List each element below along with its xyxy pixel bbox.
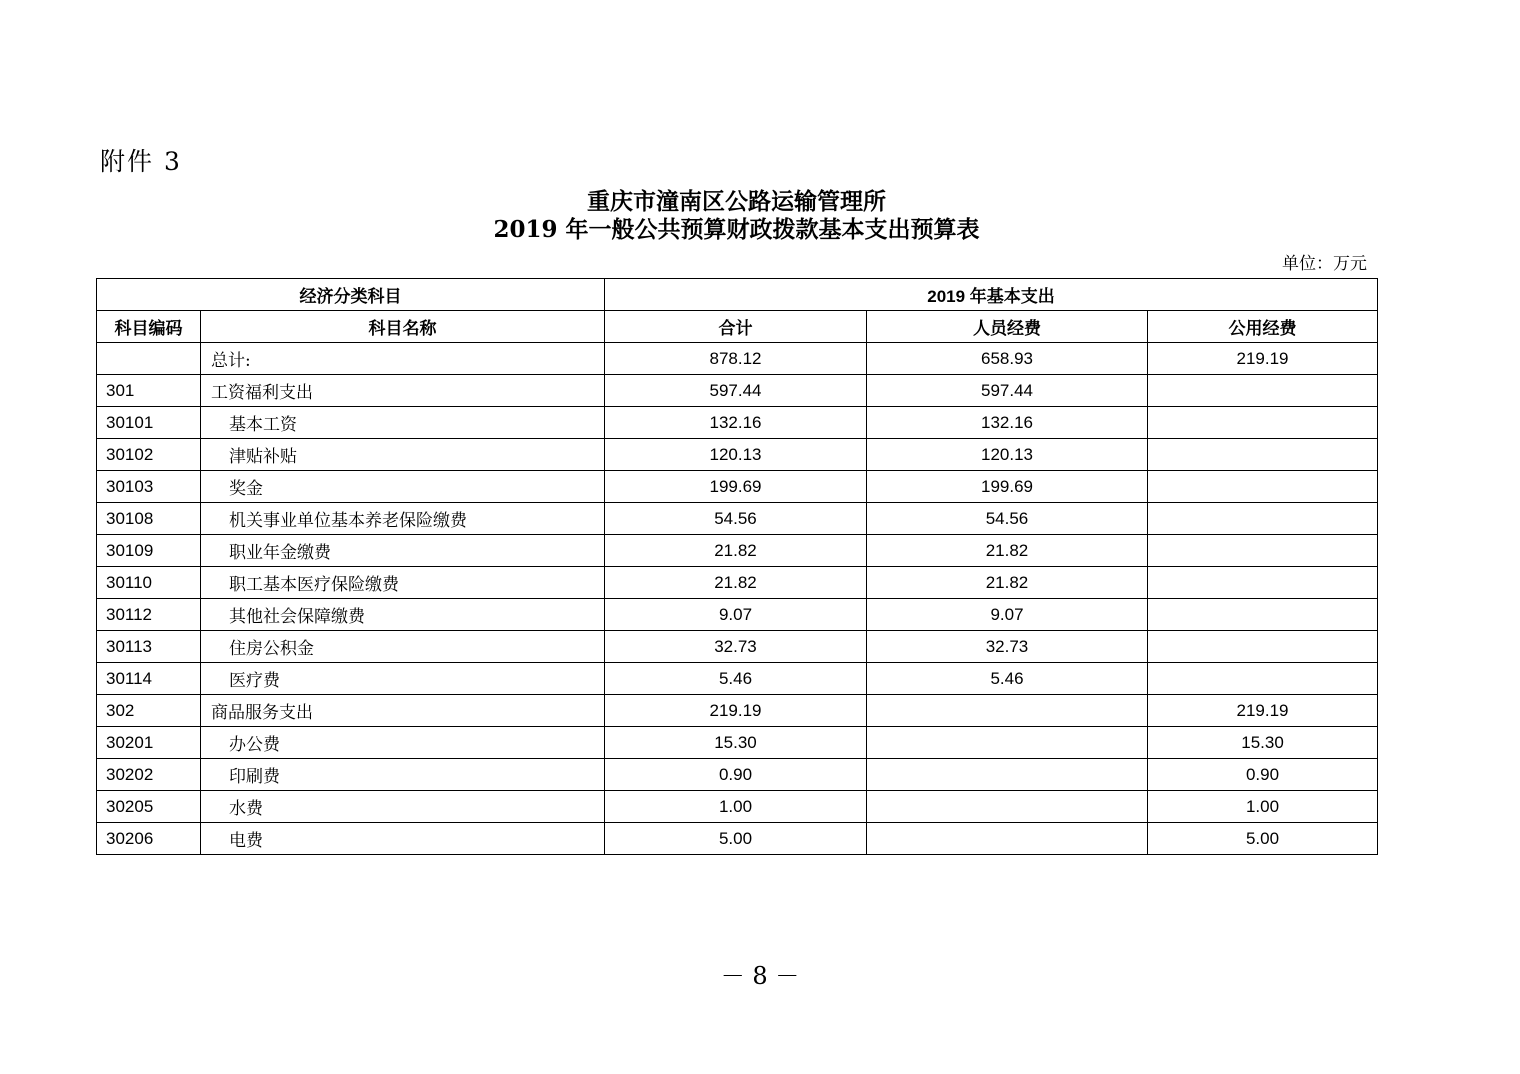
cell-total: 21.82 (605, 535, 867, 567)
cell-code: 30201 (97, 727, 201, 759)
cell-code: 30114 (97, 663, 201, 695)
cell-personnel: 32.73 (867, 631, 1148, 663)
cell-personnel (867, 759, 1148, 791)
cell-personnel: 199.69 (867, 471, 1148, 503)
cell-total: 32.73 (605, 631, 867, 663)
header-basic-expenditure: 2019 年基本支出 (605, 279, 1378, 311)
table-row (97, 471, 1378, 503)
cell-total: 597.44 (605, 375, 867, 407)
cell-code: 302 (97, 695, 201, 727)
cell-total: 54.56 (605, 503, 867, 535)
header-code: 科目编码 (97, 311, 201, 343)
cell-name: 印刷费 (201, 759, 605, 791)
cell-code: 30103 (97, 471, 201, 503)
table-row (97, 695, 1378, 727)
cell-name: 办公费 (201, 727, 605, 759)
cell-personnel (867, 791, 1148, 823)
cell-name: 职业年金缴费 (201, 535, 605, 567)
cell-personnel: 21.82 (867, 567, 1148, 599)
cell-name: 医疗费 (201, 663, 605, 695)
cell-total: 1.00 (605, 791, 867, 823)
cell-total: 878.12 (605, 343, 867, 375)
budget-table (96, 278, 1378, 855)
header-name: 科目名称 (201, 311, 605, 343)
cell-personnel: 9.07 (867, 599, 1148, 631)
cell-public: 5.00 (1148, 823, 1378, 855)
cell-code: 30101 (97, 407, 201, 439)
cell-name: 总计: (201, 343, 605, 375)
cell-total: 21.82 (605, 567, 867, 599)
cell-total: 132.16 (605, 407, 867, 439)
cell-code: 30113 (97, 631, 201, 663)
cell-personnel: 5.46 (867, 663, 1148, 695)
table-row (97, 759, 1378, 791)
cell-personnel (867, 823, 1148, 855)
table-row (97, 599, 1378, 631)
cell-personnel: 54.56 (867, 503, 1148, 535)
table-row (97, 631, 1378, 663)
cell-public: 219.19 (1148, 343, 1378, 375)
cell-total: 0.90 (605, 759, 867, 791)
cell-code: 30102 (97, 439, 201, 471)
cell-public (1148, 407, 1378, 439)
attachment-label: 附件 3 (100, 147, 182, 176)
table-row (97, 503, 1378, 535)
cell-public (1148, 567, 1378, 599)
cell-name: 基本工资 (201, 407, 605, 439)
cell-public: 219.19 (1148, 695, 1378, 727)
table-row (97, 727, 1378, 759)
cell-personnel: 21.82 (867, 535, 1148, 567)
cell-total: 199.69 (605, 471, 867, 503)
table-row (97, 375, 1378, 407)
cell-code: 30109 (97, 535, 201, 567)
cell-code: 30206 (97, 823, 201, 855)
cell-total: 5.46 (605, 663, 867, 695)
table-row (97, 439, 1378, 471)
cell-code: 301 (97, 375, 201, 407)
cell-name: 奖金 (201, 471, 605, 503)
cell-code: 30205 (97, 791, 201, 823)
unit-label: 单位：万元 (1282, 254, 1367, 274)
table-row (97, 567, 1378, 599)
page-number: － 8 － (720, 962, 800, 990)
header-economic-category: 经济分类科目 (97, 279, 605, 311)
document-title-line1: 重庆市潼南区公路运输管理所 (587, 188, 886, 215)
cell-public (1148, 663, 1378, 695)
cell-name: 其他社会保障缴费 (201, 599, 605, 631)
header-personnel: 人员经费 (867, 311, 1148, 343)
cell-name: 水费 (201, 791, 605, 823)
table-row (97, 535, 1378, 567)
header-total: 合计 (605, 311, 867, 343)
cell-public (1148, 599, 1378, 631)
cell-public (1148, 471, 1378, 503)
header-column-row (97, 311, 1378, 343)
cell-public: 15.30 (1148, 727, 1378, 759)
cell-code: 30202 (97, 759, 201, 791)
cell-public: 0.90 (1148, 759, 1378, 791)
cell-name: 电费 (201, 823, 605, 855)
cell-public (1148, 439, 1378, 471)
cell-code: 30108 (97, 503, 201, 535)
table-row (97, 407, 1378, 439)
cell-code: 30110 (97, 567, 201, 599)
cell-code: 30112 (97, 599, 201, 631)
cell-name: 工资福利支出 (201, 375, 605, 407)
cell-code (97, 343, 201, 375)
cell-personnel: 658.93 (867, 343, 1148, 375)
cell-public (1148, 631, 1378, 663)
cell-name: 住房公积金 (201, 631, 605, 663)
cell-public (1148, 503, 1378, 535)
cell-public (1148, 375, 1378, 407)
cell-personnel (867, 727, 1148, 759)
cell-total: 120.13 (605, 439, 867, 471)
cell-name: 机关事业单位基本养老保险缴费 (201, 503, 605, 535)
table-row (97, 343, 1378, 375)
cell-personnel: 132.16 (867, 407, 1148, 439)
document-title-line2: 2019 年一般公共预算财政拨款基本支出预算表 (493, 216, 980, 243)
cell-total: 9.07 (605, 599, 867, 631)
cell-personnel: 120.13 (867, 439, 1148, 471)
cell-name: 津贴补贴 (201, 439, 605, 471)
cell-public (1148, 535, 1378, 567)
table-row (97, 823, 1378, 855)
cell-name: 职工基本医疗保险缴费 (201, 567, 605, 599)
cell-total: 5.00 (605, 823, 867, 855)
table-row (97, 663, 1378, 695)
cell-public: 1.00 (1148, 791, 1378, 823)
header-group-row (97, 279, 1378, 311)
cell-personnel: 597.44 (867, 375, 1148, 407)
cell-total: 15.30 (605, 727, 867, 759)
cell-total: 219.19 (605, 695, 867, 727)
cell-name: 商品服务支出 (201, 695, 605, 727)
cell-personnel (867, 695, 1148, 727)
table-row (97, 791, 1378, 823)
header-public: 公用经费 (1148, 311, 1378, 343)
